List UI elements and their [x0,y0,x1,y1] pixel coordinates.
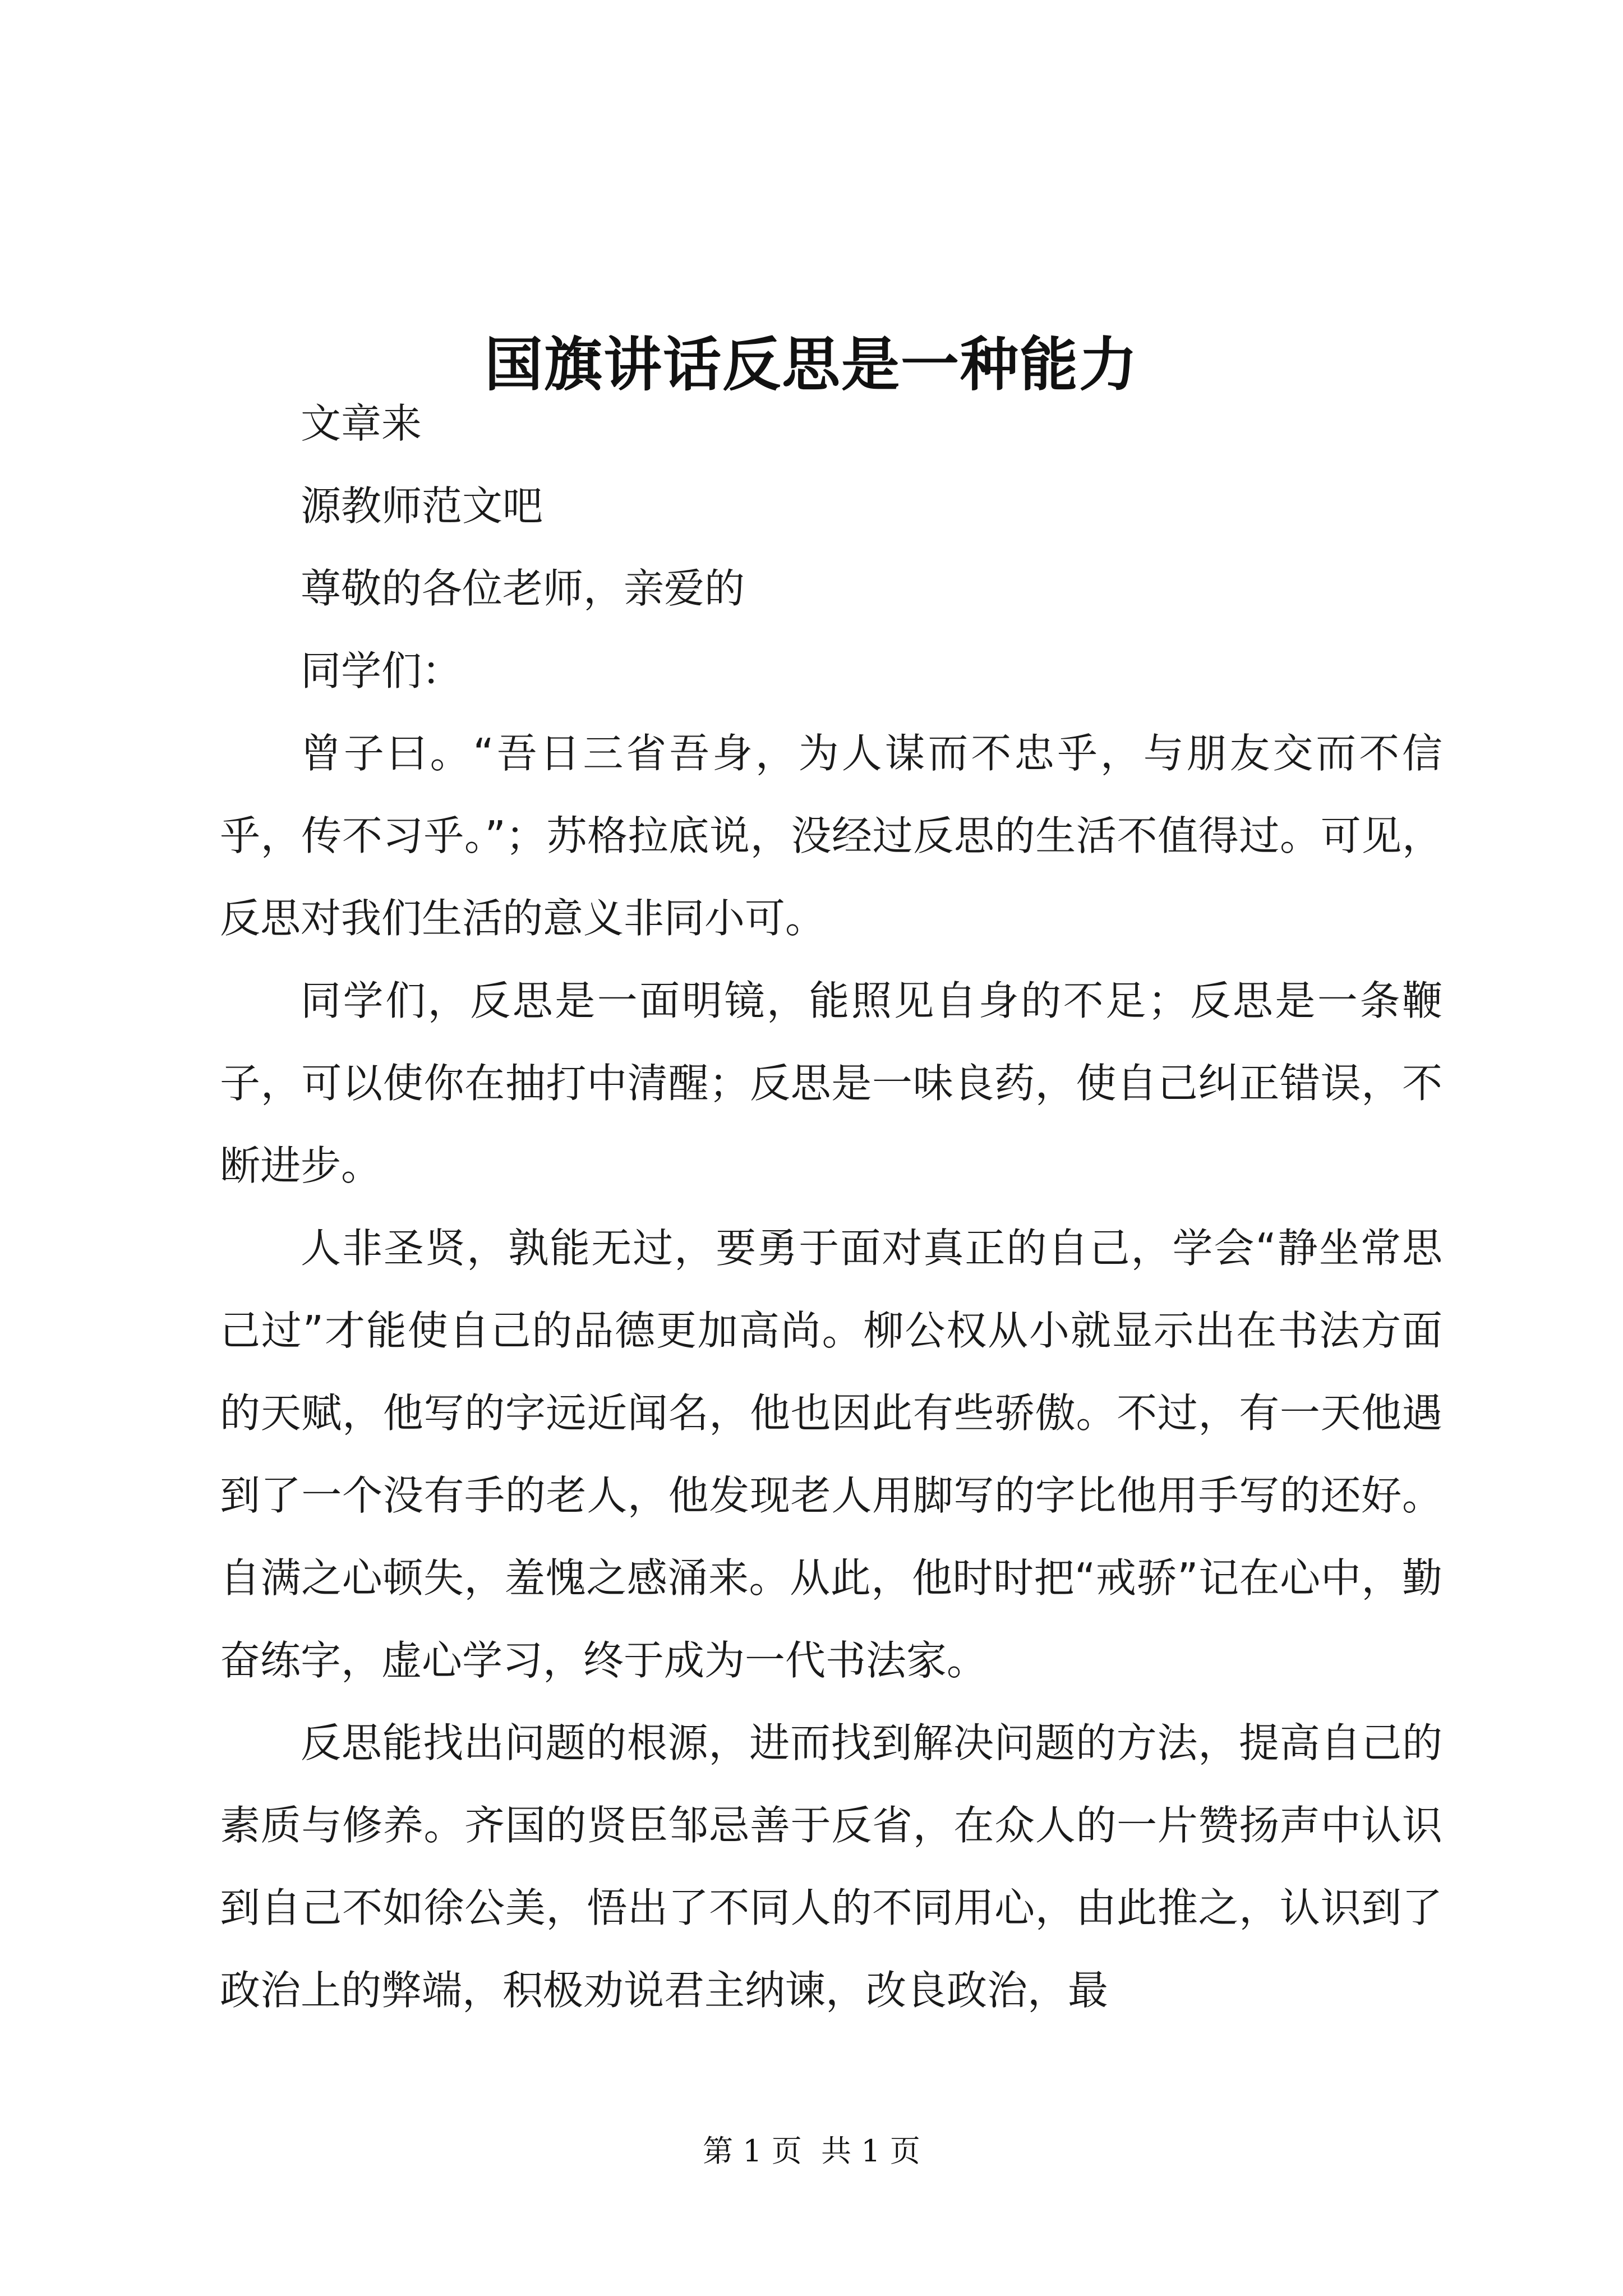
paragraph: 文章来 [301,400,422,447]
page-footer [0,2129,1623,2174]
document-body [220,383,1442,2032]
paragraph: 反思能找出问题的根源，进而找到解决问题的方法，提高自己的素质与修养。齐国的贤臣邹忌善于反省，在众人的一片赞扬声中认识到自己不如徐公美，悟出了不同人的不同用心，由此推之，认识到了政治上的弊端，积极劝说君主纳谏，改良政治，最 [220,1719,1442,2014]
document-title: 国旗讲话反思是一种能力 [484,329,1138,399]
paragraph: 源教师范文吧 [301,482,543,530]
paragraph: 人非圣贤，孰能无过，要勇于面对真正的自己，学会“静坐常思己过”才能使自己的品德更加高尚。柳公权从小就显示出在书法方面的天赋，他写的字远近闻名，他也因此有些骄傲。不过，有一天他遇到了一个没有手的老人，他发现老人用脚写的字比他用手写的还好。自满之心顿失，羞愧之感涌来。从此，他时时把“戒骄”记在心中，勤奋练字，虚心学习，终于成为一代书法家。 [220,1225,1442,1684]
paragraph: 同学们： [301,647,463,694]
page-number: 第 1 页 共 1 页 [703,2133,920,2169]
paragraph: 同学们，反思是一面明镜，能照见自身的不足；反思是一条鞭子，可以使你在抽打中清醒；反思是一味良药，使自己纠正错误，不断进步。 [220,977,1442,1189]
paragraph: 曾子曰。“吾日三省吾身，为人谋而不忠乎，与朋友交而不信乎，传不习乎。”；苏格拉底说，没经过反思的生活不值得过。可见，反思对我们生活的意义非同小可。 [220,730,1442,942]
paragraph: 尊敬的各位老师，亲爱的 [301,565,745,612]
